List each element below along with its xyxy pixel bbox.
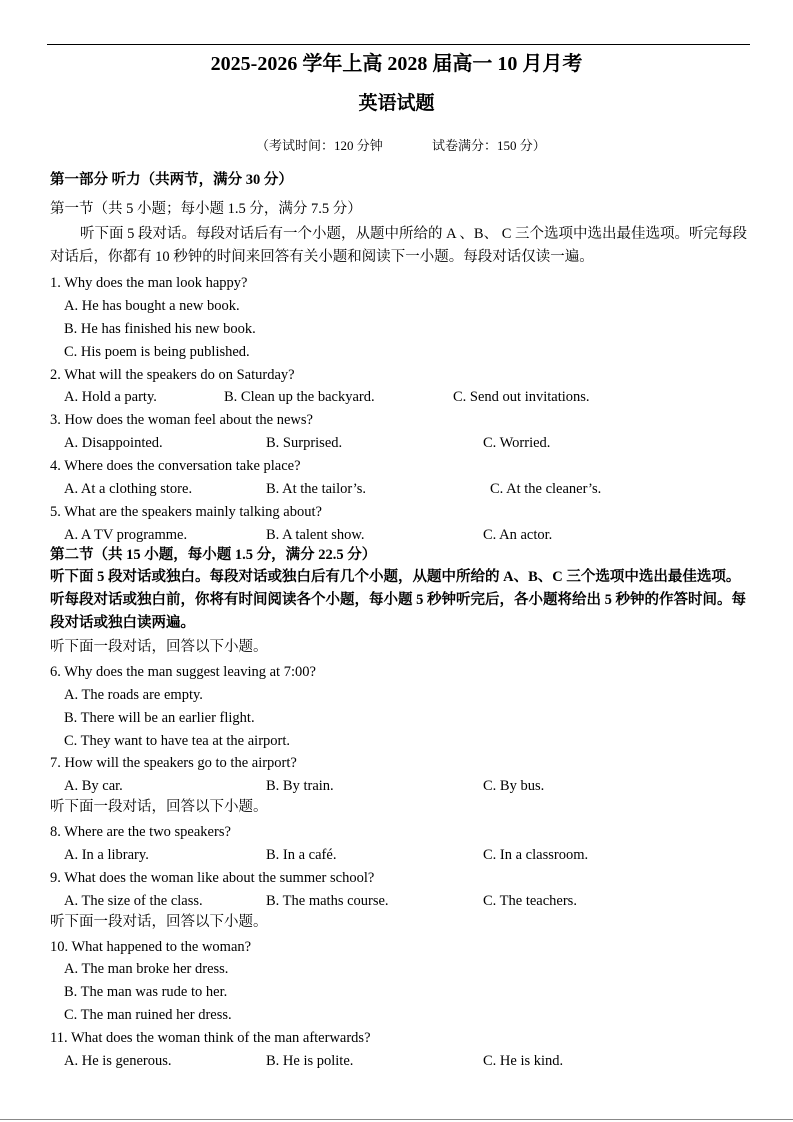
question-stem: 9. What does the woman like about the summer school? — [50, 870, 375, 886]
question-stem: 3. How does the woman feel about the news? — [50, 412, 313, 428]
option-c: C. Send out invitations. — [453, 389, 590, 405]
option-b: B. He is polite. — [266, 1053, 354, 1069]
option-c: C. An actor. — [483, 527, 553, 543]
section1-instructions: 听下面 5 段对话。每段对话后有一个小题，从题中所给的 A 、B、 C 三个选项中选出最佳选项。听完每段对话后，你都有 10 秒钟的时间来回答有关小题和阅读下一小题。每段对话仅读一遍。 — [50, 226, 748, 265]
question-stem: 2. What will the speakers do on Saturday? — [50, 367, 295, 383]
section1-heading: 第一节（共 5 小题；每小题 1.5 分，满分 7.5 分） — [50, 201, 362, 217]
option-b: B. He has finished his new book. — [64, 321, 256, 337]
option-a: A. He has bought a new book. — [64, 298, 240, 314]
question-stem: 4. Where does the conversation take place? — [50, 458, 301, 474]
top-rule — [47, 44, 750, 45]
option-b: B. A talent show. — [266, 527, 365, 543]
option-a: A. Disappointed. — [64, 435, 163, 451]
dialogue-prompt: 听下面一段对话，回答以下小题。 — [50, 914, 268, 930]
option-c: C. At the cleaner’s. — [490, 481, 602, 497]
bottom-rule — [0, 1119, 793, 1120]
option-a: A. The man broke her dress. — [64, 961, 229, 977]
option-b: B. The maths course. — [266, 893, 389, 909]
option-b: B. The man was rude to her. — [64, 984, 228, 1000]
option-b: B. In a café. — [266, 847, 337, 863]
option-c: C. His poem is being published. — [64, 344, 250, 360]
dialogue-prompt: 听下面一段对话，回答以下小题。 — [50, 799, 268, 815]
option-a: A. A TV programme. — [64, 527, 188, 543]
part1-heading: 第一部分 听力（共两节，满分 30 分） — [50, 172, 293, 188]
option-a: A. He is generous. — [64, 1053, 172, 1069]
section2-heading: 第二节（共 15 小题，每小题 1.5 分，满分 22.5 分） — [50, 547, 377, 563]
question-stem: 8. Where are the two speakers? — [50, 824, 231, 840]
exam-time: （考试时间：120 分钟 — [256, 138, 383, 153]
question-stem: 1. Why does the man look happy? — [50, 275, 248, 291]
question-stem: 6. Why does the man suggest leaving at 7:00? — [50, 664, 316, 680]
question-stem: 11. What does the woman think of the man afterwards? — [50, 1030, 371, 1046]
option-b: B. There will be an earlier flight. — [64, 710, 255, 726]
option-c: C. In a classroom. — [483, 847, 589, 863]
exam-title: 2025-2026 学年上高 2028 届高一 10 月月考 — [210, 53, 583, 75]
dialogue-prompt: 听下面一段对话，回答以下小题。 — [50, 639, 268, 655]
option-c: C. Worried. — [483, 435, 551, 451]
option-a: A. The roads are empty. — [64, 687, 203, 703]
option-c: C. They want to have tea at the airport. — [64, 733, 291, 749]
option-b: B. Surprised. — [266, 435, 343, 451]
option-a: A. At a clothing store. — [64, 481, 193, 497]
option-c: C. The teachers. — [483, 893, 577, 909]
option-b: B. At the tailor’s. — [266, 481, 367, 497]
question-stem: 7. How will the speakers go to the airport? — [50, 755, 297, 771]
exam-score: 试卷满分：150 分） — [432, 138, 546, 153]
option-a: A. The size of the class. — [64, 893, 203, 909]
option-a: A. By car. — [64, 778, 123, 794]
option-c: C. By bus. — [483, 778, 545, 794]
section2-instructions: 听下面 5 段对话或独白。每段对话或独白后有几个小题，从题中所给的 A、B、C 三个选项中选出最佳选项。听每段对话或独白前，你将有时间阅读各个小题，每小题 5 秒钟听完后，各小题将给出 5 秒钟的作答时间。每段对话或独白读两遍。 — [50, 569, 746, 631]
option-c: C. The man ruined her dress. — [64, 1007, 232, 1023]
question-stem: 10. What happened to the woman? — [50, 939, 252, 955]
option-b: B. By train. — [266, 778, 334, 794]
option-a: A. Hold a party. — [64, 389, 157, 405]
subject-title: 英语试题 — [358, 93, 435, 114]
option-b: B. Clean up the backyard. — [224, 389, 375, 405]
question-stem: 5. What are the speakers mainly talking about? — [50, 504, 322, 520]
option-a: A. In a library. — [64, 847, 149, 863]
option-c: C. He is kind. — [483, 1053, 564, 1069]
